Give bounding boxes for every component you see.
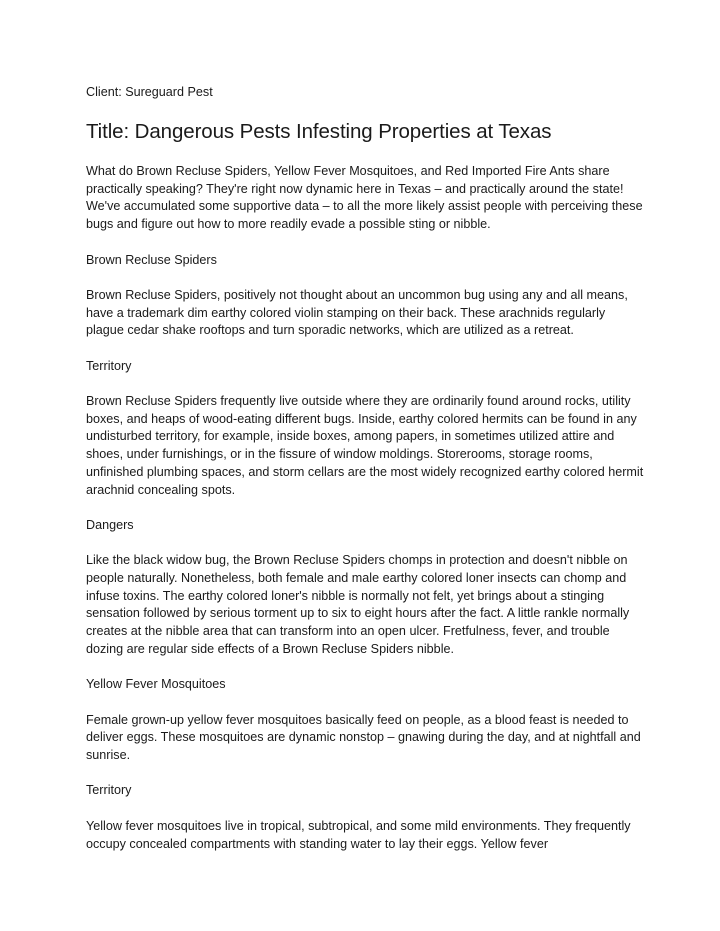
document-page: [86, 84, 646, 853]
brown-recluse-territory: Brown Recluse Spiders frequently live outside where they are ordinarily found around rocks, utility boxes, and heaps of wood-eating different bugs. Inside, earthy colored hermits can be found in any undisturbed territory, for example, inside boxes, among papers, in sometimes utilized attire and shoes, under furnishings, or in the fissure of window moldings. Storerooms, storage rooms, unfinished plumbing spaces, and storm cellars are the most widely recognized earthy colored hermit arachnid concealing spots.: [86, 394, 644, 497]
brown-recluse-dangers: Like the black widow bug, the Brown Recluse Spiders chomps in protection and doesn't nibble on people naturally. Nonetheless, both female and male earthy colored loner insects can chomp and infuse toxins. The earthy colored loner's nibble is normally not felt, yet brings about a stinging sensation followed by serious torment up to six to eight hours after the fact. A little rankle normally creates at the nibble area that can transform into an open ulcer. Fretfulness, fever, and trouble dozing are regular side effects of a Brown Recluse Spiders nibble.: [86, 553, 630, 656]
intro-paragraph: What do Brown Recluse Spiders, Yellow Fever Mosquitoes, and Red Imported Fire Ants share practically speaking? They're right now dynamic here in Texas – and practically around the state! We've accumulated some supportive data – to all the more likely assist people with perceiving these bugs and figure out how to more readily evade a possible sting or nibble.: [86, 164, 643, 232]
yellow-fever-description: Female grown-up yellow fever mosquitoes basically feed on people, as a blood feast is needed to deliver eggs. These mosquitoes are dynamic nonstop – gnawing during the day, and at nightfall and sunrise.: [86, 712, 641, 763]
subheading-territory-2: Territory: [86, 783, 132, 798]
document-title: Title: Dangerous Pests Infesting Properties at Texas: [86, 120, 552, 143]
client-line: Client: Sureguard Pest: [86, 85, 213, 99]
section-heading-brown-recluse: Brown Recluse Spiders: [86, 252, 217, 267]
section-heading-yellow-fever: Yellow Fever Mosquitoes: [86, 677, 226, 692]
brown-recluse-description: Brown Recluse Spiders, positively not thought about an uncommon bug using any and all means, have a trademark dim earthy colored violin stamping on their back. These arachnids regularly plague cedar shake rooftops and turn sporadic networks, which are utilized as a retreat.: [86, 287, 628, 338]
yellow-fever-territory: Yellow fever mosquitoes live in tropical, subtropical, and some mild environments. They frequently occupy concealed compartments with standing water to lay their eggs. Yellow fever: [86, 818, 631, 851]
subheading-dangers: Dangers: [86, 517, 134, 532]
subheading-territory: Territory: [86, 358, 132, 373]
